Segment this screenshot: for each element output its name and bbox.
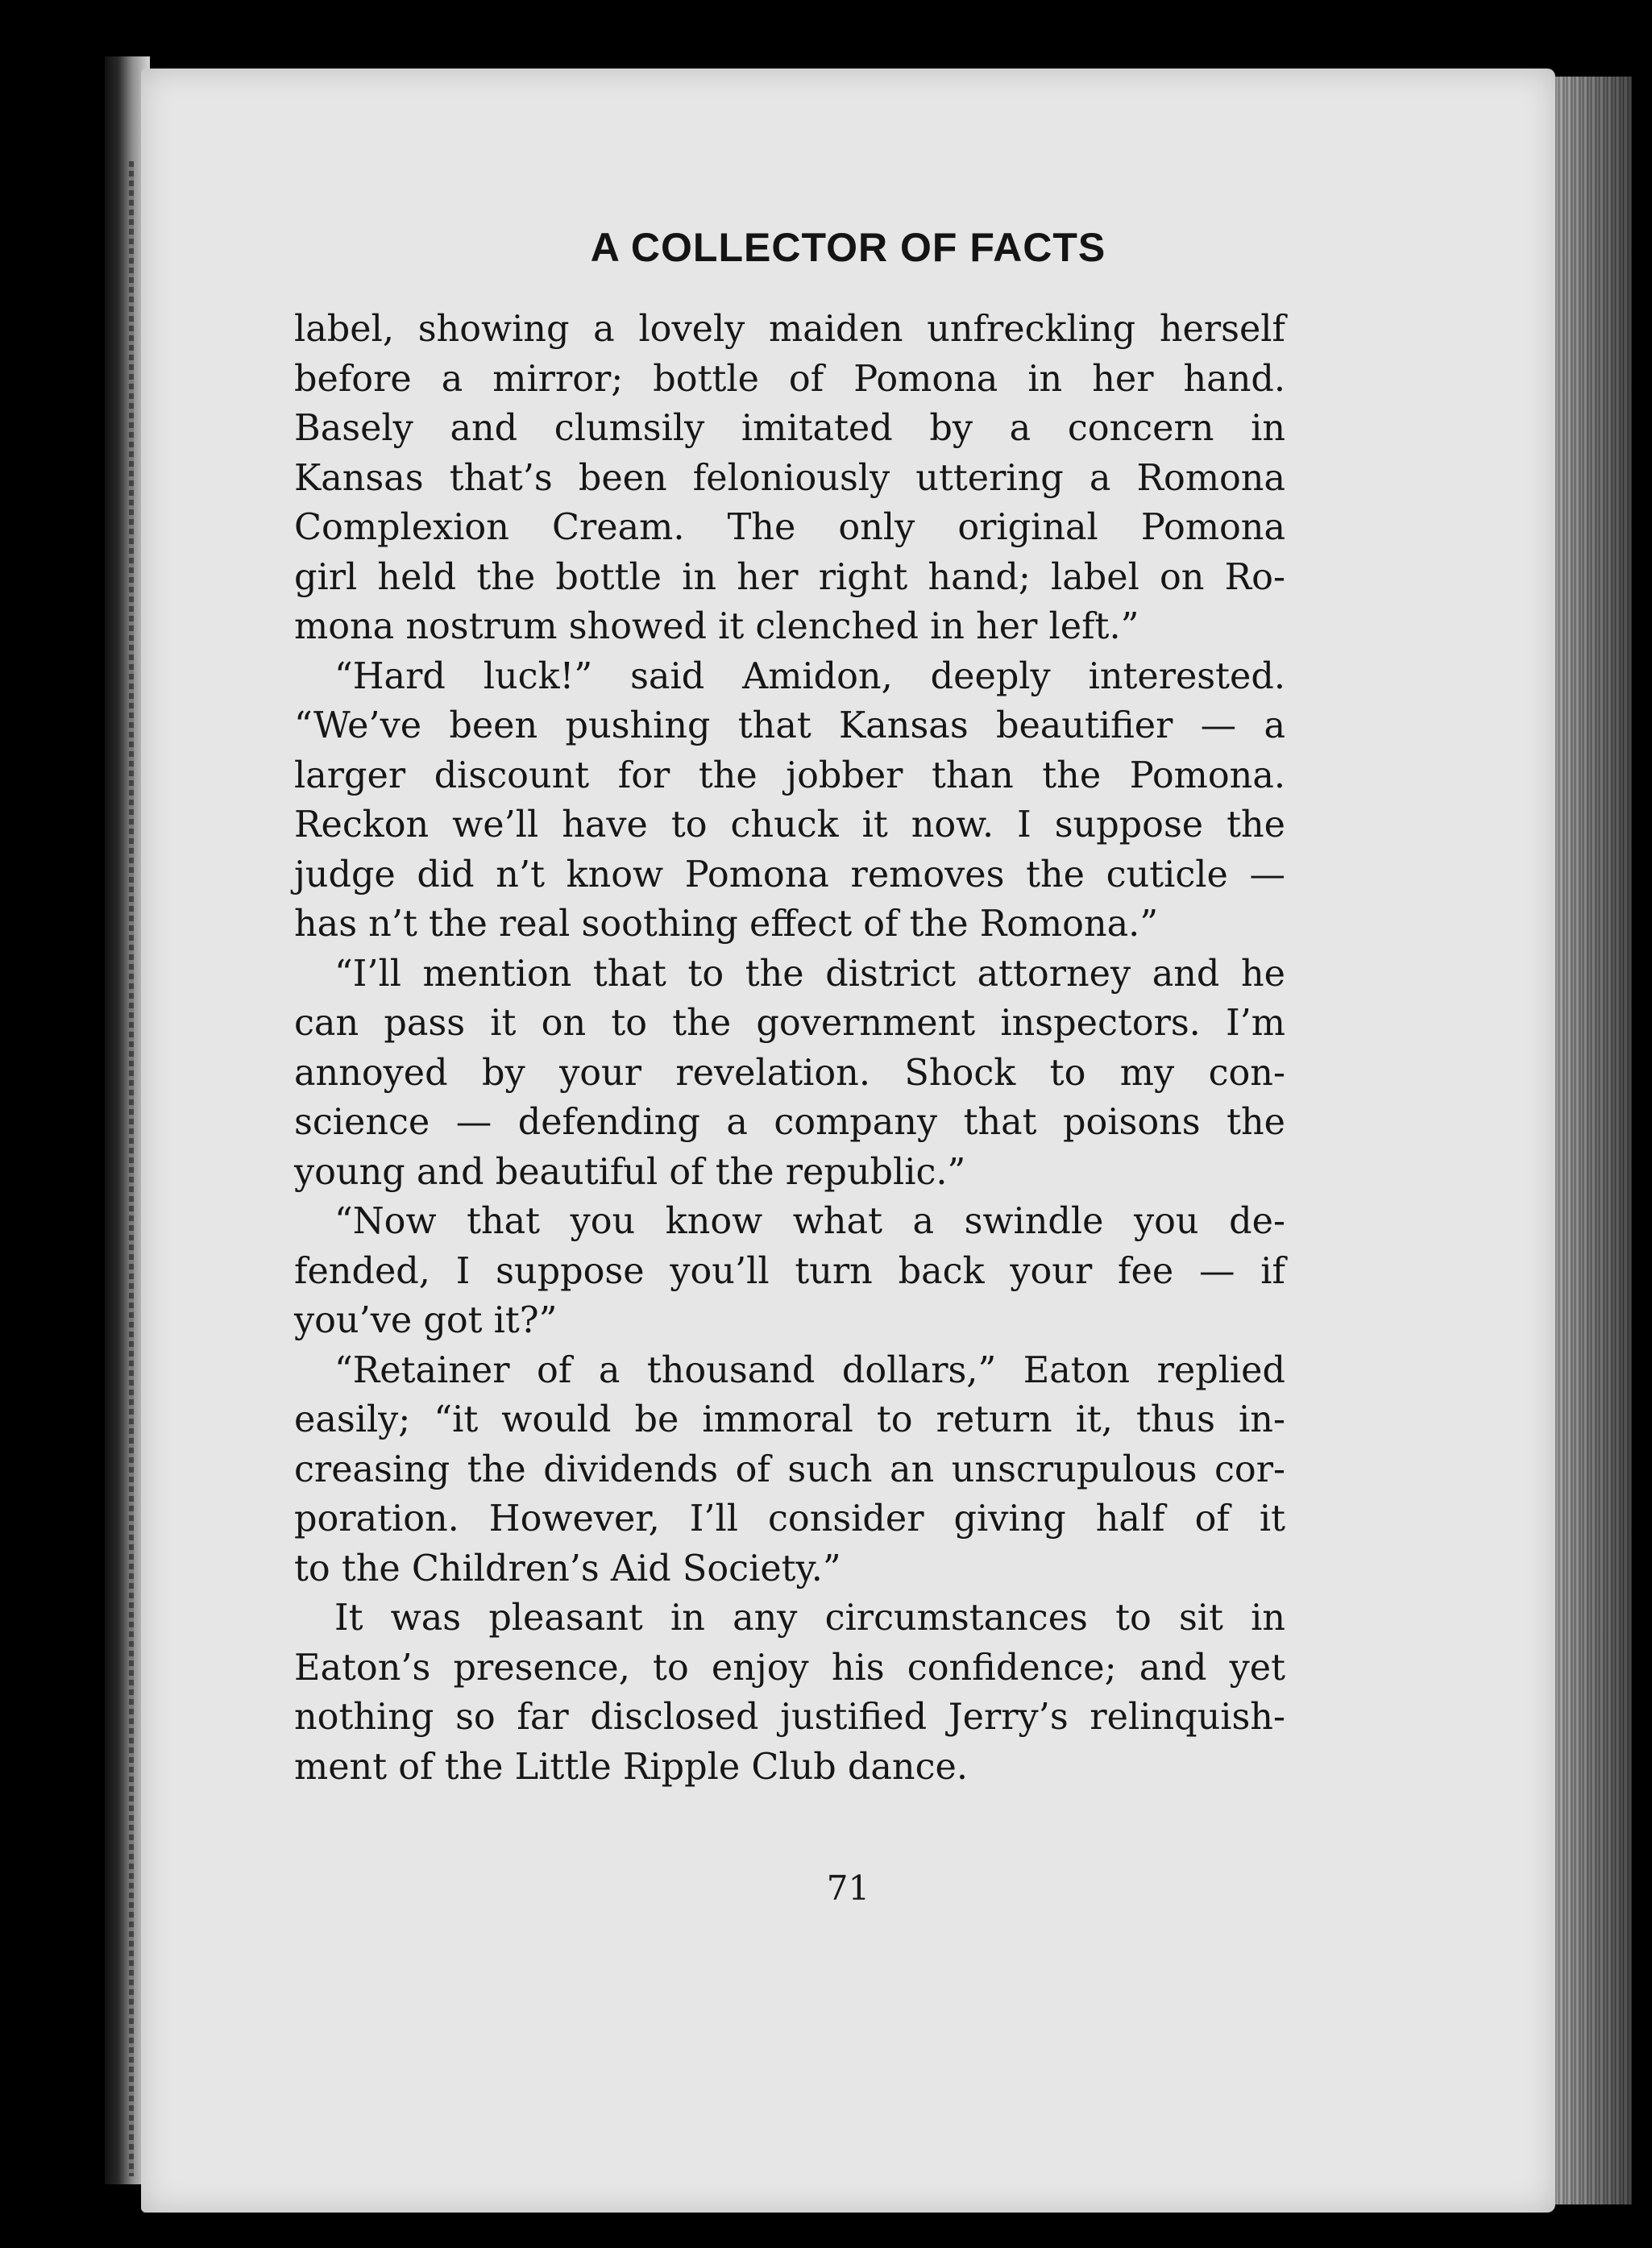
text-line: Complexion Cream. The only original Pomona: [294, 507, 1285, 548]
body-text: [294, 305, 1285, 1792]
text-line: you’ve got it?”: [294, 1300, 558, 1341]
text-line: nothing so far disclosed justified Jerry’s relinquish-: [294, 1697, 1285, 1738]
text-line: science — defending a company that poisons the: [294, 1102, 1285, 1143]
binding-stitch: [129, 161, 134, 2176]
text-line: Reckon we’ll have to chuck it now. I suppose the: [294, 804, 1285, 846]
text-line: “Now that you know what a swindle you de-: [334, 1201, 1285, 1242]
text-line: poration. However, I’ll consider giving half of it: [294, 1498, 1285, 1540]
text-line: can pass it on to the government inspectors. I’m: [294, 1003, 1285, 1044]
text-line: has n’t the real soothing effect of the Romona.”: [294, 904, 1159, 945]
text-line: annoyed by your revelation. Shock to my con-: [294, 1052, 1285, 1094]
text-line: mona nostrum showed it clenched in her left.”: [294, 606, 1139, 647]
running-head: A COLLECTOR OF FACTS: [590, 225, 1106, 270]
text-line: ment of the Little Ripple Club dance.: [294, 1746, 968, 1788]
text-line: young and beautiful of the republic.”: [294, 1151, 966, 1193]
text-line: “We’ve been pushing that Kansas beautifier — a: [294, 705, 1285, 746]
text-line: creasing the dividends of such an unscrupulous cor-: [294, 1448, 1285, 1490]
text-line: easily; “it would be immoral to return it, thus in-: [294, 1399, 1285, 1440]
text-line: fended, I suppose you’ll turn back your fee — if: [294, 1250, 1285, 1292]
text-line: Eaton’s presence, to enjoy his confidence; and yet: [294, 1647, 1285, 1689]
text-line: “Retainer of a thousand dollars,” Eaton replied: [334, 1349, 1285, 1391]
text-line: Basely and clumsily imitated by a concern in: [294, 408, 1285, 449]
text-line: to the Children’s Aid Society.”: [294, 1548, 841, 1589]
page-number: 71: [826, 1868, 870, 1908]
text-line: “Hard luck!” said Amidon, deeply interested.: [334, 655, 1285, 697]
text-line: girl held the bottle in her right hand; label on Ro-: [294, 556, 1285, 598]
text-line: before a mirror; bottle of Pomona in her hand.: [294, 358, 1285, 400]
text-line: larger discount for the jobber than the Pomona.: [294, 754, 1285, 796]
text-line: Kansas that’s been feloniously uttering a Romona: [294, 457, 1285, 499]
page-edges-shade: [1543, 77, 1632, 2204]
text-line: label, showing a lovely maiden unfreckling herself: [294, 309, 1285, 350]
text-line: It was pleasant in any circumstances to sit in: [334, 1598, 1285, 1639]
text-line: judge did n’t know Pomona removes the cuticle —: [294, 854, 1285, 895]
text-line: “I’ll mention that to the district attorney and he: [334, 953, 1285, 995]
